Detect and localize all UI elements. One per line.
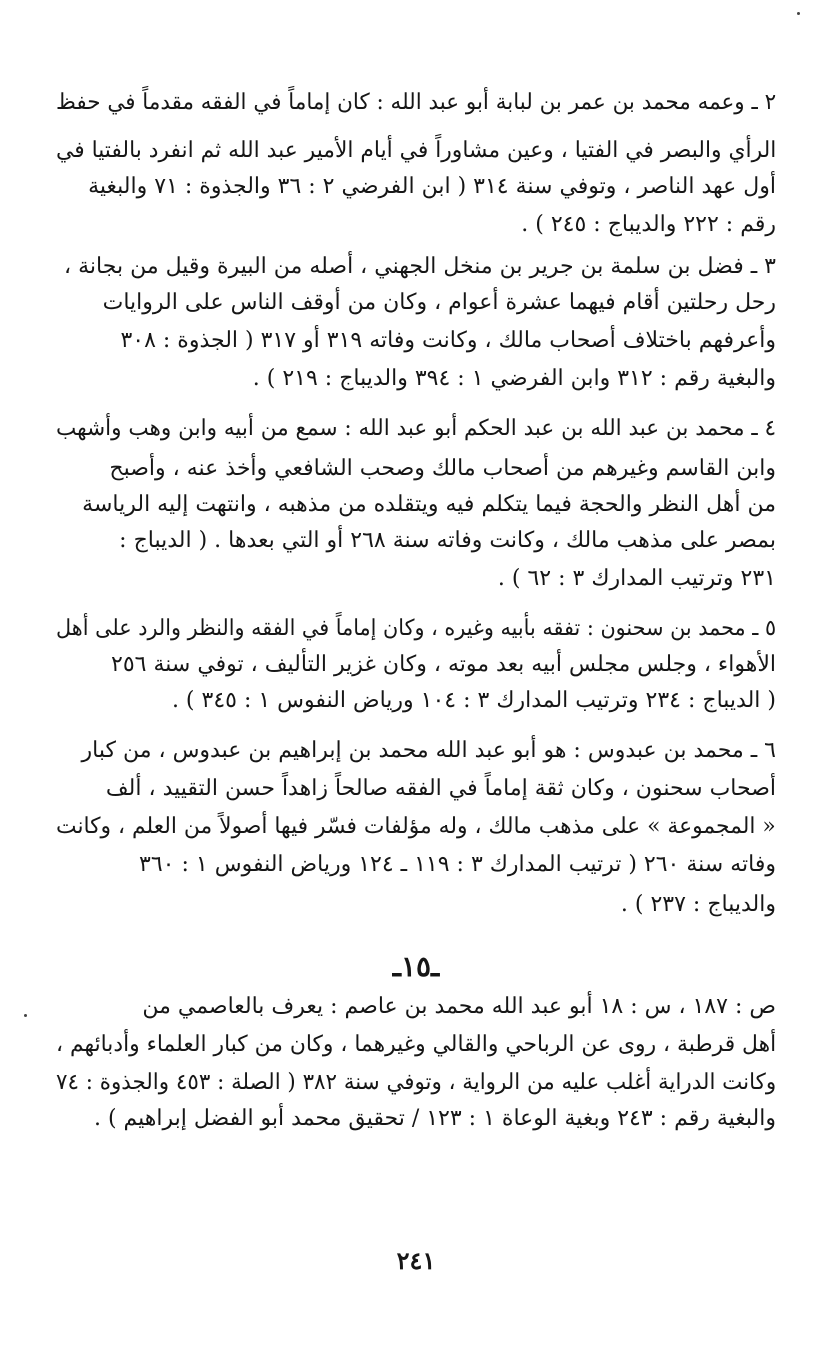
entry-2-line-4: رقم : ٢٢٢ والديباج : ٢٤٥ ) . [521,212,776,237]
entry-5-line-2: الأهواء ، وجلس مجلس أبيه بعد موته ، وكان غزير التأليف ، توفي سنة ٢٥٦ [111,652,776,677]
entry-3-line-2: رحل رحلتين أقام فيهما عشرة أعوام ، وكان من أوقف الناس على الروايات [102,290,776,315]
entry-6-line-3: « المجموعة » على مذهب مالك ، وله مؤلفات فسّر فيها أصولاً من العلم ، وكانت [56,814,776,839]
entry-6-line-5: والديباج : ٢٣٧ ) . [620,892,776,917]
page-number: ٢٤١ [396,1246,436,1275]
entry-3-line-1: ٣ ـ فضل بن سلمة بن جرير بن منخل الجهني ، أصله من البيرة وقيل من بجانة ، [64,254,776,279]
entry-6-line-2: أصحاب سحنون ، وكان ثقة إماماً في الفقه صالحاً زاهداً حسن التقييد ، ألف [105,776,776,801]
section-15-line-3: وكانت الدراية أغلب عليه من الرواية ، وتوفي سنة ٣٨٢ ( الصلة : ٤٥٣ والجذوة : ٧٤ [55,1070,776,1095]
section-15-line-2: أهل قرطبة ، روى عن الرباحي والقالي وغيرهما ، وكان من كبار العلماء وأدبائهم ، [55,1032,776,1057]
entry-4-line-2: وابن القاسم وغيرهم من أصحاب مالك وصحب الشافعي وأخذ عنه ، وأصبح [109,456,776,481]
entry-2-line-3: أول عهد الناصر ، وتوفي سنة ٣١٤ ( ابن الفرضي ٢ : ٣٦ والجذوة : ٧١ والبغية [88,174,776,199]
entry-2-line-1: ٢ ـ وعمه محمد بن عمر بن لبابة أبو عبد الله : كان إماماً في الفقه مقدماً في حفظ [55,90,776,115]
section-15-line-1: ص : ١٨٧ ، س : ١٨ أبو عبد الله محمد بن عاصم : يعرف بالعاصمي من [142,994,776,1019]
entry-6-line-4: وفاته سنة ٢٦٠ ( ترتيب المدارك ٣ : ١١٩ ـ ١٢٤ ورياض النفوس ١ : ٣٦٠ [139,852,776,877]
entry-5-line-1: ٥ ـ محمد بن سحنون : تفقه بأبيه وغيره ، وكان إماماً في الفقه والنظر والرد على أهل [55,616,776,641]
entry-2-line-2: الرأي والبصر في الفتيا ، وعين مشاوراً في أيام الأمير عبد الله ثم انفرد بالفتيا في [55,138,776,163]
entry-5-line-3: ( الديباج : ٢٣٤ وترتيب المدارك ٣ : ١٠٤ ورياض النفوس ١ : ٣٤٥ ) . [171,688,776,713]
entry-3-line-4: والبغية رقم : ٣١٢ وابن الفرضي ١ : ٣٩٤ والديباج : ٢١٩ ) . [252,366,776,391]
scan-speck [797,12,800,15]
entry-3-line-3: وأعرفهم باختلاف أصحاب مالك ، وكانت وفاته ٣١٩ أو ٣١٧ ( الجذوة : ٣٠٨ [120,328,776,353]
scan-speck [24,1014,27,1017]
entry-4-line-4: بمصر على مذهب مالك ، وكانت وفاته سنة ٢٦٨ أو التي بعدها . ( الديباج : [119,528,776,553]
entry-4-line-3: من أهل النظر والحجة فيما يتكلم فيه ويتقلده من مذهبه ، وانتهت إليه الرياسة [82,492,776,517]
entry-6-line-1: ٦ ـ محمد بن عبدوس : هو أبو عبد الله محمد بن إبراهيم بن عبدوس ، من كبار [81,738,776,763]
section-15-line-4: والبغية رقم : ٢٤٣ وبغية الوعاة ١ : ١٢٣ / تحقيق محمد أبو الفضل إبراهيم ) . [93,1106,776,1131]
entry-4-line-5: ٢٣١ وترتيب المدارك ٣ : ٦٢ ) . [497,566,776,591]
section-number-marker: ـ١٥ـ [392,950,440,983]
entry-4-line-1: ٤ ـ محمد بن عبد الله بن عبد الحكم أبو عبد الله : سمع من أبيه وابن وهب وأشهب [55,416,776,441]
